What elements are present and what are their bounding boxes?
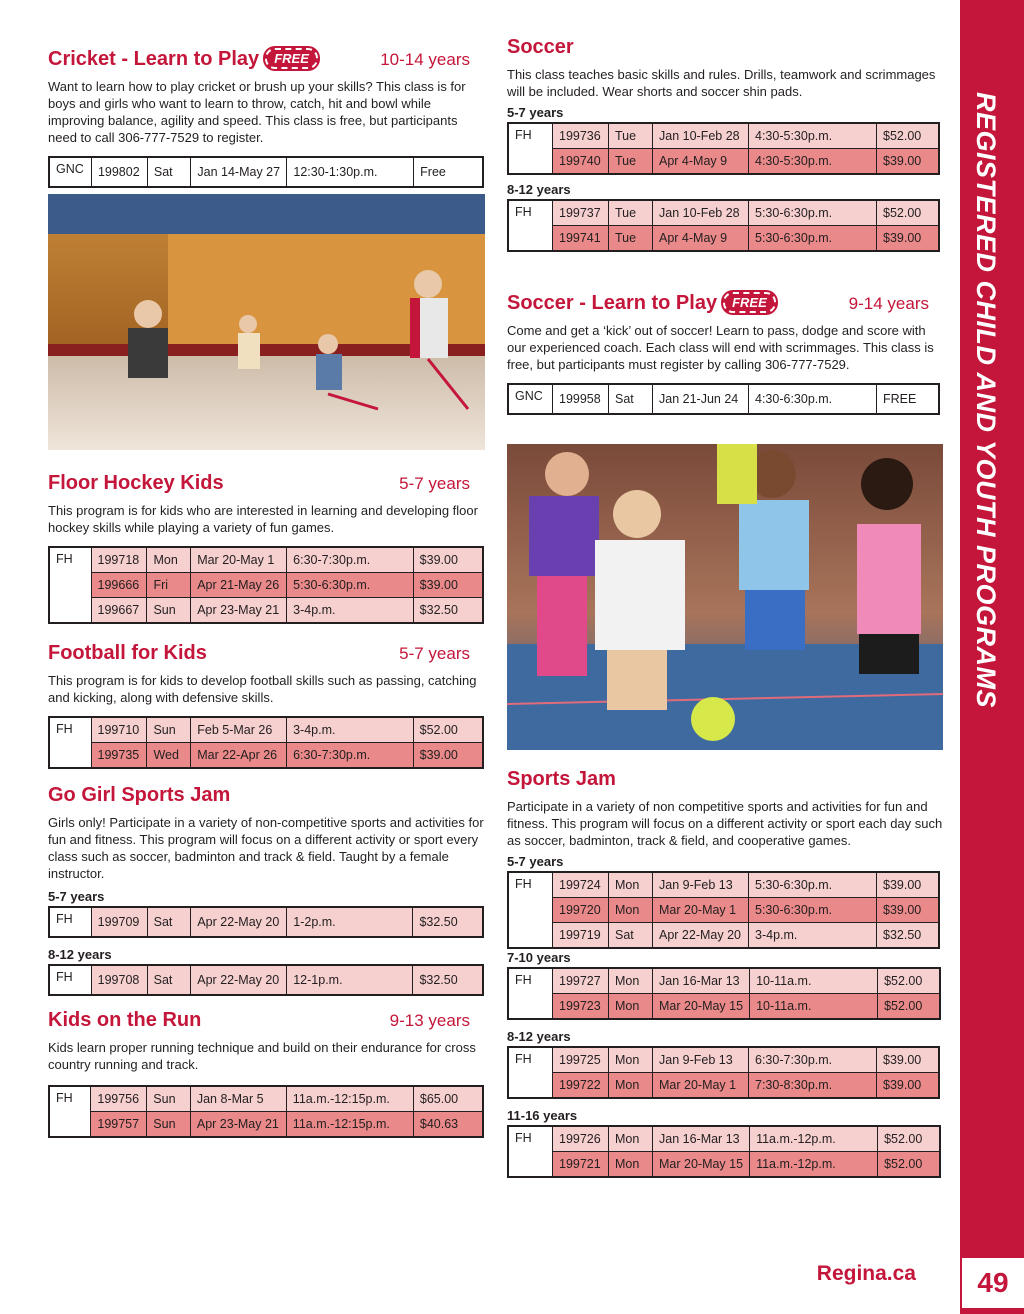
table-row [508, 1152, 940, 1178]
cell-fee: Free [414, 157, 483, 187]
cell-dates: Feb 5-Mar 26 [191, 717, 287, 743]
cell-course-code: 199723 [553, 994, 609, 1020]
cell-dates: Mar 20-May 1 [653, 1073, 749, 1099]
schedule-table [507, 199, 940, 252]
cell-time: 3-4p.m. [287, 717, 414, 743]
cell-course-code: 199756 [91, 1086, 147, 1112]
table-row [49, 965, 483, 995]
cell-dates: Jan 9-Feb 13 [653, 872, 749, 898]
sports-jam-description: Participate in a variety of non competitive sports and activities for fun and fitness. This program will focus on a different activity or sport each day such as soccer, badminton, track & field, and cooperative games. [507, 799, 943, 848]
age-group-label: 5-7 years [507, 105, 564, 120]
table-row [49, 717, 483, 743]
cell-time: 3-4p.m. [287, 598, 414, 624]
cell-time: 5:30-6:30p.m. [749, 872, 877, 898]
schedule-table [48, 716, 484, 769]
cell-day: Mon [609, 1126, 653, 1152]
cell-location: FH [49, 965, 91, 995]
cell-time: 5:30-6:30p.m. [749, 898, 877, 923]
table-row [49, 743, 483, 769]
free-badge: FREE [265, 48, 318, 69]
soccer-title: Soccer [507, 36, 574, 58]
cell-course-code: 199741 [553, 226, 609, 252]
cell-fee: $39.00 [877, 149, 940, 175]
cell-day: Sat [147, 965, 191, 995]
cell-course-code: 199718 [91, 547, 147, 573]
soccer-description: This class teaches basic skills and rules. Drills, teamwork and scrimmages will be included. Wear shorts and soccer shin pads. [507, 67, 936, 99]
age-group-label: 5-7 years [48, 889, 105, 904]
schedule-table [507, 383, 940, 415]
cricket-age: 10-14 years [380, 50, 470, 69]
cell-day: Fri [147, 573, 191, 598]
cell-course-code: 199709 [91, 907, 147, 937]
table-row [508, 872, 939, 898]
cell-day: Mon [609, 872, 653, 898]
table-row [508, 898, 939, 923]
gym-photo-illustration [48, 194, 485, 450]
floor-hockey-age: 5-7 years [399, 474, 470, 493]
cell-dates: Apr 21-May 26 [191, 573, 287, 598]
table-row [508, 923, 939, 949]
cell-course-code: 199736 [553, 123, 609, 149]
table-row [49, 573, 483, 598]
cell-fee: $39.00 [877, 1073, 940, 1099]
cell-course-code: 199666 [91, 573, 147, 598]
cell-location: GNC [508, 384, 553, 414]
cell-dates: Mar 22-Apr 26 [191, 743, 287, 769]
soccer-learn-section [507, 292, 943, 415]
cell-day: Mon [609, 994, 653, 1020]
cell-day: Mon [609, 968, 653, 994]
schedule-table [48, 964, 484, 996]
cell-dates: Apr 4-May 9 [653, 226, 749, 252]
table-row [508, 1047, 939, 1073]
cell-day: Sat [609, 923, 653, 949]
cell-fee: $52.00 [878, 1152, 941, 1178]
cell-day: Sat [147, 907, 191, 937]
cell-time: 10-11a.m. [750, 968, 878, 994]
football-title: Football for Kids [48, 642, 207, 664]
table-row [49, 157, 483, 187]
cell-fee: $39.00 [877, 1047, 940, 1073]
cell-time: 12-1p.m. [287, 965, 413, 995]
cell-location: FH [508, 1047, 553, 1098]
go-girl-title: Go Girl Sports Jam [48, 784, 231, 806]
cell-course-code: 199740 [553, 149, 609, 175]
cricket-title: Cricket - Learn to Play [48, 48, 260, 70]
cell-fee: $39.00 [877, 226, 940, 252]
cell-time: 10-11a.m. [750, 994, 878, 1020]
floor-hockey-photo [48, 194, 485, 450]
age-group-label: 7-10 years [507, 950, 571, 965]
sidebar-title: REGISTERED CHILD AND YOUTH PROGRAMS [971, 92, 1001, 709]
cell-course-code: 199958 [553, 384, 609, 414]
soccer-photo [507, 444, 943, 750]
site-link[interactable]: Regina.ca [816, 1262, 916, 1285]
sports-jam-title: Sports Jam [507, 768, 616, 790]
cell-dates: Apr 22-May 20 [191, 965, 287, 995]
football-section [48, 642, 484, 769]
schedule-table [48, 1085, 484, 1138]
cell-day: Sat [147, 157, 191, 187]
go-girl-description: Girls only! Participate in a variety of non-competitive sports and activities for fun and fitness. This program will focus on a different activity or sport every class such as soccer, badminton and track & field. Taught by a female instructor. [48, 815, 484, 881]
cell-time: 1-2p.m. [287, 907, 413, 937]
table-row [508, 200, 939, 226]
age-group-label: 8-12 years [48, 947, 112, 962]
cell-day: Tue [609, 123, 653, 149]
kids-run-description: Kids learn proper running technique and build on their endurance for cross country running and track. [48, 1040, 476, 1072]
cell-location: FH [508, 968, 553, 1019]
soccer-learn-description: Come and get a ‘kick’ out of soccer! Learn to pass, dodge and score with our experienced coach. Each class will end with scrimmages. This class is free, but participants must register by calling 306-777-7529. [507, 323, 934, 372]
cell-dates: Mar 20-May 1 [653, 898, 749, 923]
cell-course-code: 199719 [553, 923, 609, 949]
schedule-table [507, 871, 940, 949]
schedule-table [507, 1046, 940, 1099]
cell-day: Mon [609, 1073, 653, 1099]
cell-dates: Jan 10-Feb 28 [653, 200, 749, 226]
cell-day: Sun [147, 1112, 191, 1138]
age-group-label: 8-12 years [507, 182, 571, 197]
cell-fee: $32.50 [877, 923, 940, 949]
cell-time: 6:30-7:30p.m. [287, 743, 414, 769]
cell-fee: $32.50 [413, 598, 483, 624]
cell-location: FH [49, 907, 91, 937]
table-row [49, 1086, 483, 1112]
cell-time: 6:30-7:30p.m. [287, 547, 414, 573]
cell-fee: $52.00 [878, 1126, 941, 1152]
cell-location: FH [508, 200, 553, 251]
table-row [508, 226, 939, 252]
cell-day: Wed [147, 743, 191, 769]
cell-dates: Jan 16-Mar 13 [653, 968, 750, 994]
cell-dates: Jan 10-Feb 28 [653, 123, 749, 149]
cell-fee: $39.00 [413, 573, 483, 598]
cell-fee: $40.63 [413, 1112, 483, 1138]
cell-course-code: 199708 [91, 965, 147, 995]
schedule-table [48, 546, 484, 624]
cell-dates: Jan 21-Jun 24 [653, 384, 749, 414]
cell-dates: Jan 14-May 27 [191, 157, 287, 187]
cell-location: FH [49, 547, 91, 623]
cell-location: GNC [49, 157, 91, 187]
cell-time: 4:30-5:30p.m. [749, 123, 877, 149]
cell-course-code: 199721 [553, 1152, 609, 1178]
cell-time: 5:30-6:30p.m. [287, 573, 414, 598]
table-row [508, 149, 939, 175]
cell-course-code: 199720 [553, 898, 609, 923]
cricket-description: Want to learn how to play cricket or brush up your skills? This class is for boys and girls who want to learn to throw, catch, hit and bowl while improving balance, agility and speed. This class is free, but participants need to call 306-777-7529 to register. [48, 79, 466, 145]
cell-course-code: 199710 [91, 717, 147, 743]
soccer-learn-title: Soccer - Learn to Play [507, 292, 718, 314]
cell-dates: Apr 23-May 21 [190, 1112, 286, 1138]
table-row [508, 1073, 939, 1099]
cell-location: FH [508, 123, 553, 174]
cell-day: Sun [147, 717, 191, 743]
kids-on-the-run-section [48, 1009, 484, 1138]
table-row [49, 1112, 483, 1138]
cell-fee: $39.00 [877, 872, 940, 898]
cell-course-code: 199725 [553, 1047, 609, 1073]
cell-day: Sun [147, 1086, 191, 1112]
cell-fee: $65.00 [413, 1086, 483, 1112]
cell-fee: $52.00 [413, 717, 483, 743]
cell-fee: FREE [877, 384, 940, 414]
cell-dates: Mar 20-May 15 [653, 1152, 750, 1178]
cell-dates: Jan 16-Mar 13 [653, 1126, 750, 1152]
table-row [508, 384, 939, 414]
table-row [49, 907, 483, 937]
cell-time: 7:30-8:30p.m. [749, 1073, 877, 1099]
page-number: 49 [962, 1258, 1024, 1308]
cell-course-code: 199802 [91, 157, 147, 187]
cell-dates: Mar 20-May 15 [653, 994, 750, 1020]
cricket-section [48, 48, 484, 188]
cell-course-code: 199727 [553, 968, 609, 994]
schedule-table [48, 906, 484, 938]
age-group-label: 11-16 years [507, 1108, 578, 1123]
cell-time: 11a.m.-12p.m. [750, 1152, 878, 1178]
cell-day: Mon [147, 547, 191, 573]
table-row [49, 598, 483, 624]
cell-day: Mon [609, 898, 653, 923]
cell-fee: $52.00 [877, 123, 940, 149]
free-badge: FREE [723, 292, 776, 313]
cell-fee: $52.00 [877, 200, 940, 226]
cell-location: FH [49, 717, 91, 768]
cell-course-code: 199724 [553, 872, 609, 898]
table-row [508, 968, 940, 994]
cell-time: 11a.m.-12p.m. [750, 1126, 878, 1152]
football-age: 5-7 years [399, 644, 470, 663]
age-group-label: 5-7 years [507, 854, 564, 869]
cell-location: FH [508, 872, 553, 948]
floor-hockey-description: This program is for kids who are interested in learning and developing floor hockey skills while playing a variety of fun games. [48, 503, 478, 535]
floor-hockey-title: Floor Hockey Kids [48, 472, 224, 494]
schedule-table [48, 156, 484, 188]
go-girl-section [48, 784, 484, 996]
cell-time: 4:30-5:30p.m. [749, 149, 877, 175]
cell-time: 6:30-7:30p.m. [749, 1047, 877, 1073]
cell-course-code: 199757 [91, 1112, 147, 1138]
football-description: This program is for kids to develop football skills such as passing, catching and kicking, along with defensive skills. [48, 673, 477, 705]
cell-day: Sun [147, 598, 191, 624]
cell-time: 11a.m.-12:15p.m. [286, 1086, 413, 1112]
cell-course-code: 199737 [553, 200, 609, 226]
cell-dates: Jan 8-Mar 5 [190, 1086, 286, 1112]
cell-fee: $39.00 [413, 547, 483, 573]
cell-day: Tue [609, 200, 653, 226]
schedule-table [507, 1125, 941, 1178]
table-row [49, 547, 483, 573]
age-group-label: 8-12 years [507, 1029, 571, 1044]
cell-time: 5:30-6:30p.m. [749, 200, 877, 226]
cell-course-code: 199667 [91, 598, 147, 624]
cell-time: 11a.m.-12:15p.m. [286, 1112, 413, 1138]
cell-time: 4:30-6:30p.m. [749, 384, 877, 414]
kids-run-title: Kids on the Run [48, 1009, 202, 1031]
table-row [508, 994, 940, 1020]
cell-course-code: 199726 [553, 1126, 609, 1152]
soccer-photo-illustration [507, 444, 943, 750]
cell-dates: Mar 20-May 1 [191, 547, 287, 573]
cell-fee: $52.00 [878, 968, 941, 994]
cell-course-code: 199722 [553, 1073, 609, 1099]
cell-fee: $52.00 [878, 994, 941, 1020]
cell-location: FH [49, 1086, 91, 1137]
cell-dates: Apr 4-May 9 [653, 149, 749, 175]
cell-time: 5:30-6:30p.m. [749, 226, 877, 252]
cell-dates: Apr 22-May 20 [191, 907, 287, 937]
cell-dates: Apr 23-May 21 [191, 598, 287, 624]
cell-day: Tue [609, 149, 653, 175]
cell-day: Mon [609, 1047, 653, 1073]
cell-location: FH [508, 1126, 553, 1177]
soccer-section [507, 36, 943, 252]
cell-day: Mon [609, 1152, 653, 1178]
soccer-learn-age: 9-14 years [848, 294, 929, 313]
cell-time: 3-4p.m. [749, 923, 877, 949]
table-row [508, 1126, 940, 1152]
kids-run-age: 9-13 years [389, 1011, 470, 1030]
cell-day: Sat [609, 384, 653, 414]
floor-hockey-section [48, 472, 484, 624]
cell-dates: Apr 22-May 20 [653, 923, 749, 949]
cell-fee: $32.50 [413, 965, 483, 995]
cell-day: Tue [609, 226, 653, 252]
schedule-table [507, 967, 941, 1020]
cell-fee: $39.00 [877, 898, 940, 923]
sports-jam-section [507, 768, 943, 1178]
cell-fee: $32.50 [413, 907, 483, 937]
cell-fee: $39.00 [413, 743, 483, 769]
schedule-table [507, 122, 940, 175]
cell-time: 12:30-1:30p.m. [287, 157, 414, 187]
table-row [508, 123, 939, 149]
cell-course-code: 199735 [91, 743, 147, 769]
cell-dates: Jan 9-Feb 13 [653, 1047, 749, 1073]
